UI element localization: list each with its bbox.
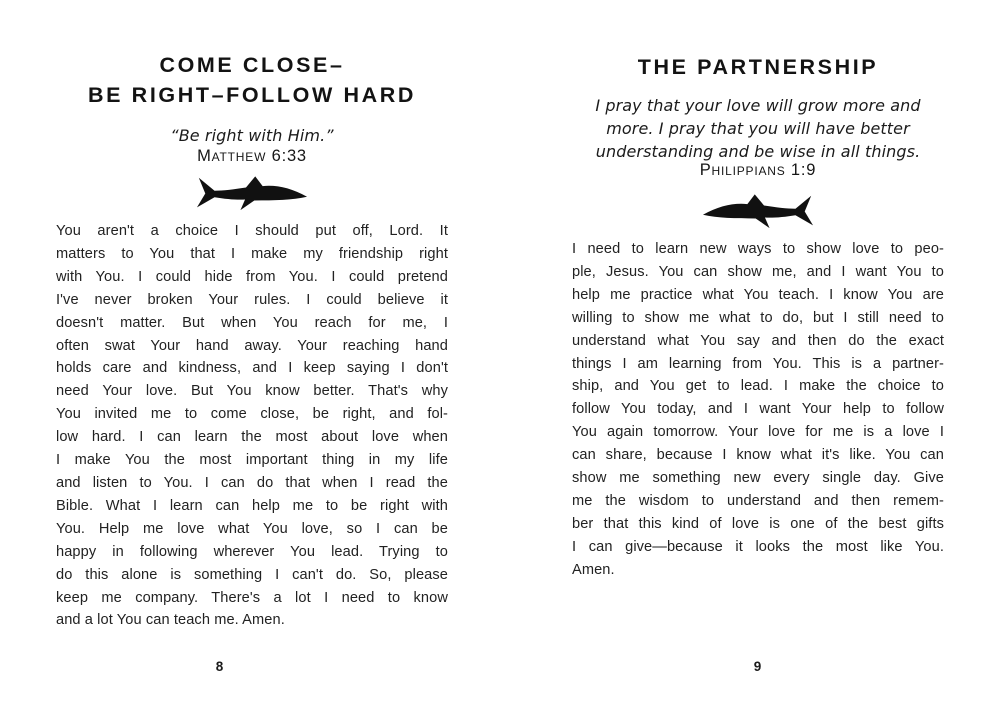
text-line: and a lot You can teach me. Amen. xyxy=(56,612,285,629)
text-line: ship, and You get to lead. I make the choice to xyxy=(572,378,944,395)
right-title-line-1: THE PARTNERSHIP xyxy=(637,55,879,79)
text-line: and listen to You. I can do that when I read the xyxy=(56,474,448,491)
text-line: You aren't a choice I should put off, Lord. It xyxy=(56,223,448,239)
text-line: follow You today, and I want Your help to follow xyxy=(572,401,944,418)
text-line: more. I pray that you will have better xyxy=(606,119,910,138)
text-line: willing to show me what to do, but I still need to xyxy=(572,309,944,326)
text-line: me the wisdom to understand and then remem- xyxy=(572,492,944,509)
right-page-number: 9 xyxy=(753,659,763,674)
text-line: with You. I could hide from You. I could pretend xyxy=(56,268,448,285)
shark-icon xyxy=(572,193,944,235)
text-line: low hard. I can learn the most about love when xyxy=(56,429,448,446)
text-line: can share, because I know what it's like. You can xyxy=(572,447,944,464)
left-title-line-2: BE RIGHT–FOLLOW HARD xyxy=(88,83,416,107)
text-line: often swat Your hand away. Your reaching hand xyxy=(56,337,448,354)
text-line: happy in following wherever You lead. Trying to xyxy=(56,543,448,560)
text-line: You. Help me love what You love, so I can be xyxy=(56,520,448,537)
text-line: ple, Jesus. You can show me, and I want You to xyxy=(572,263,944,280)
left-scripture-quote: “Be right with Him.” xyxy=(170,126,334,145)
text-line: matters to You that I make my friendship right xyxy=(56,245,448,262)
text-line: ber that this kind of love is one of the best gifts xyxy=(572,515,944,532)
text-line: need Your love. But You know better. That's why xyxy=(56,383,448,400)
text-line: understanding and be wise in all things. xyxy=(595,142,921,161)
left-title-line-1: COME CLOSE– xyxy=(159,53,345,77)
right-prayer-text xyxy=(572,238,944,582)
text-line: I pray that your love will grow more and xyxy=(595,96,921,115)
right-page xyxy=(572,0,944,706)
left-page-title xyxy=(56,50,448,110)
text-line: things I am learning from You. This is a partner- xyxy=(572,355,944,372)
right-scripture-reference: Philippians 1:9 xyxy=(699,161,817,179)
text-line: I can give—because it looks the most like You. xyxy=(572,538,944,555)
text-line: doesn't matter. But when You reach for me, I xyxy=(56,314,448,331)
text-line: holds care and kindness, and I keep saying I don't xyxy=(56,360,448,377)
text-line: keep me company. There's a lot I need to know xyxy=(56,589,448,606)
right-scripture-quote xyxy=(572,94,944,163)
left-prayer-text xyxy=(56,220,448,632)
left-scripture-reference: Matthew 6:33 xyxy=(197,147,307,165)
text-line: I need to learn new ways to show love to peo- xyxy=(572,241,944,257)
left-page xyxy=(56,0,448,706)
shark-icon xyxy=(56,175,448,217)
text-line: do this alone is something I can't do. So, please xyxy=(56,566,448,583)
left-page-number: 8 xyxy=(215,659,225,674)
text-line: help me practice what You teach. I know You are xyxy=(572,286,944,303)
text-line: Bible. What I learn can help me to be right with xyxy=(56,497,448,514)
right-page-title xyxy=(572,52,944,82)
text-line: understand what You say and then do the exact xyxy=(572,332,944,349)
text-line: You invited me to come close, be right, and fol- xyxy=(56,406,448,423)
text-line: I've never broken Your rules. I could believe it xyxy=(56,291,448,308)
text-line: show me something new every single day. Give xyxy=(572,470,944,487)
text-line: You again tomorrow. Your love for me is a love I xyxy=(572,424,944,441)
text-line: Amen. xyxy=(572,561,615,578)
text-line: I make You the most important thing in my life xyxy=(56,452,448,469)
